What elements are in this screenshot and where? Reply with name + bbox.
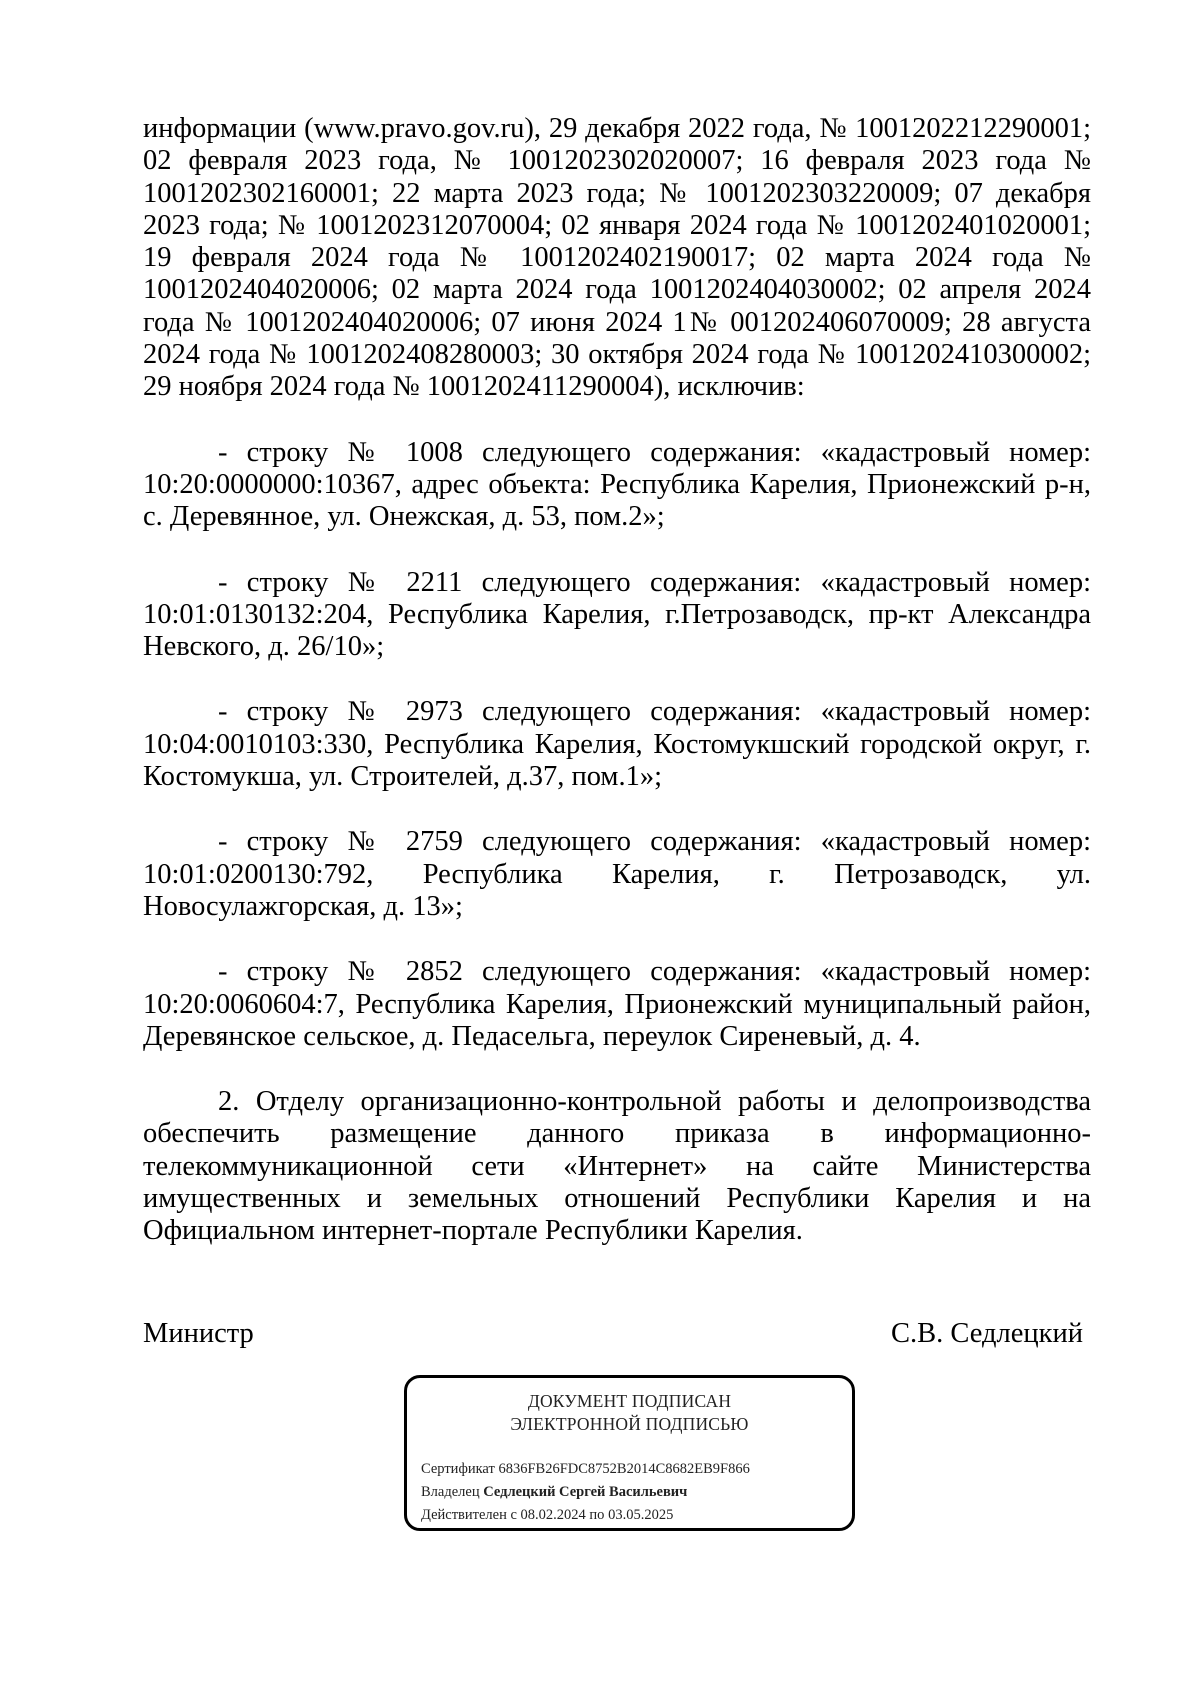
list-item: - строку № 2973 следующего содержания: «кадастровый номер: 10:04:0010103:330, Республика Карелия, Костомукшский городской округ, г. Костомукша, ул. Строителей, д.37, пом.1»; — [143, 696, 1091, 793]
stamp-heading — [407, 1390, 852, 1436]
valid-to-date: 03.05.2025 — [608, 1507, 674, 1523]
stamp-owner-row — [421, 1481, 750, 1504]
certificate-value: 6836FB26FDC8752B2014C8682EB9F866 — [498, 1461, 750, 1477]
list-item: - строку № 1008 следующего содержания: «кадастровый номер: 10:20:0000000:10367, адрес объекта: Республика Карелия, Прионежский р-н, с. Деревянное, ул. Онежская, д. 53, пом.2»; — [143, 436, 1091, 533]
document-body — [143, 113, 1091, 1248]
list-item: - строку № 2759 следующего содержания: «кадастровый номер: 10:01:0200130:792, Республика Карелия, г. Петрозаводск, ул. Новосулажгорская, д. 13»; — [143, 826, 1091, 922]
owner-label: Владелец — [421, 1484, 480, 1500]
electronic-signature-stamp — [404, 1375, 855, 1531]
signer-role: Министр — [143, 1318, 254, 1349]
stamp-heading-line2: ЭЛЕКТРОННОЙ ПОДПИСЬЮ — [510, 1414, 749, 1434]
valid-from-date: 08.02.2024 — [520, 1507, 586, 1523]
stamp-details — [421, 1458, 750, 1527]
list-item: - строку № 2852 следующего содержания: «кадастровый номер: 10:20:0060604:7, Республика Карелия, Прионежский муниципальный район, Деревянское сельское, д. Педасельга, переулок Сиреневый, д. 4. — [143, 956, 1091, 1052]
signature-line — [143, 1318, 1091, 1354]
intro-paragraph: информации (www.pravo.gov.ru), 29 декабря 2022 года, № 1001202212290001; 02 февраля 2023 года, № 1001202302020007; 16 февраля 2023 года № 1001202302160001; 22 марта 2023 года; № 1001202303220009; 07 декабря 2023 года; № 1001202312070004; 02 января 2024 года № 1001202401020001; 19 февраля 2024 года № 1001202402190017; 02 марта 2024 года № 1001202404020006; 02 марта 2024 года 1001202404030002; 02 апреля 2024 года № 1001202404020006; 07 июня 2024 1№ 001202406070009; 28 августа 2024 года № 1001202408280003; 30 октября 2024 года № 1001202410300002; 29 ноября 2024 года № 1001202411290004), исключив: — [143, 113, 1091, 403]
stamp-certificate-row — [421, 1458, 750, 1481]
owner-value: Седлецкий Сергей Васильевич — [483, 1484, 688, 1500]
signer-name: С.В. Седлецкий — [891, 1318, 1083, 1349]
valid-from-label: с — [510, 1507, 517, 1523]
stamp-validity-row — [421, 1504, 750, 1527]
list-item: - строку № 2211 следующего содержания: «кадастровый номер: 10:01:0130132:204, Республика Карелия, г.Петрозаводск, пр-кт Александра Невского, д. 26/10»; — [143, 566, 1091, 663]
section-2-paragraph: 2. Отделу организационно-контрольной работы и делопроизводства обеспечить размещение данного приказа в информационно-телекоммуникационной сети «Интернет» на сайте Министерства имущественных и земельных отношений Республики Карелия и на Официальном интернет-портале Республики Карелия. — [143, 1086, 1091, 1247]
stamp-heading-line1: ДОКУМЕНТ ПОДПИСАН — [527, 1391, 732, 1411]
valid-label: Действителен — [421, 1507, 507, 1523]
certificate-label: Сертификат — [421, 1461, 495, 1477]
valid-to-label: по — [589, 1507, 605, 1523]
